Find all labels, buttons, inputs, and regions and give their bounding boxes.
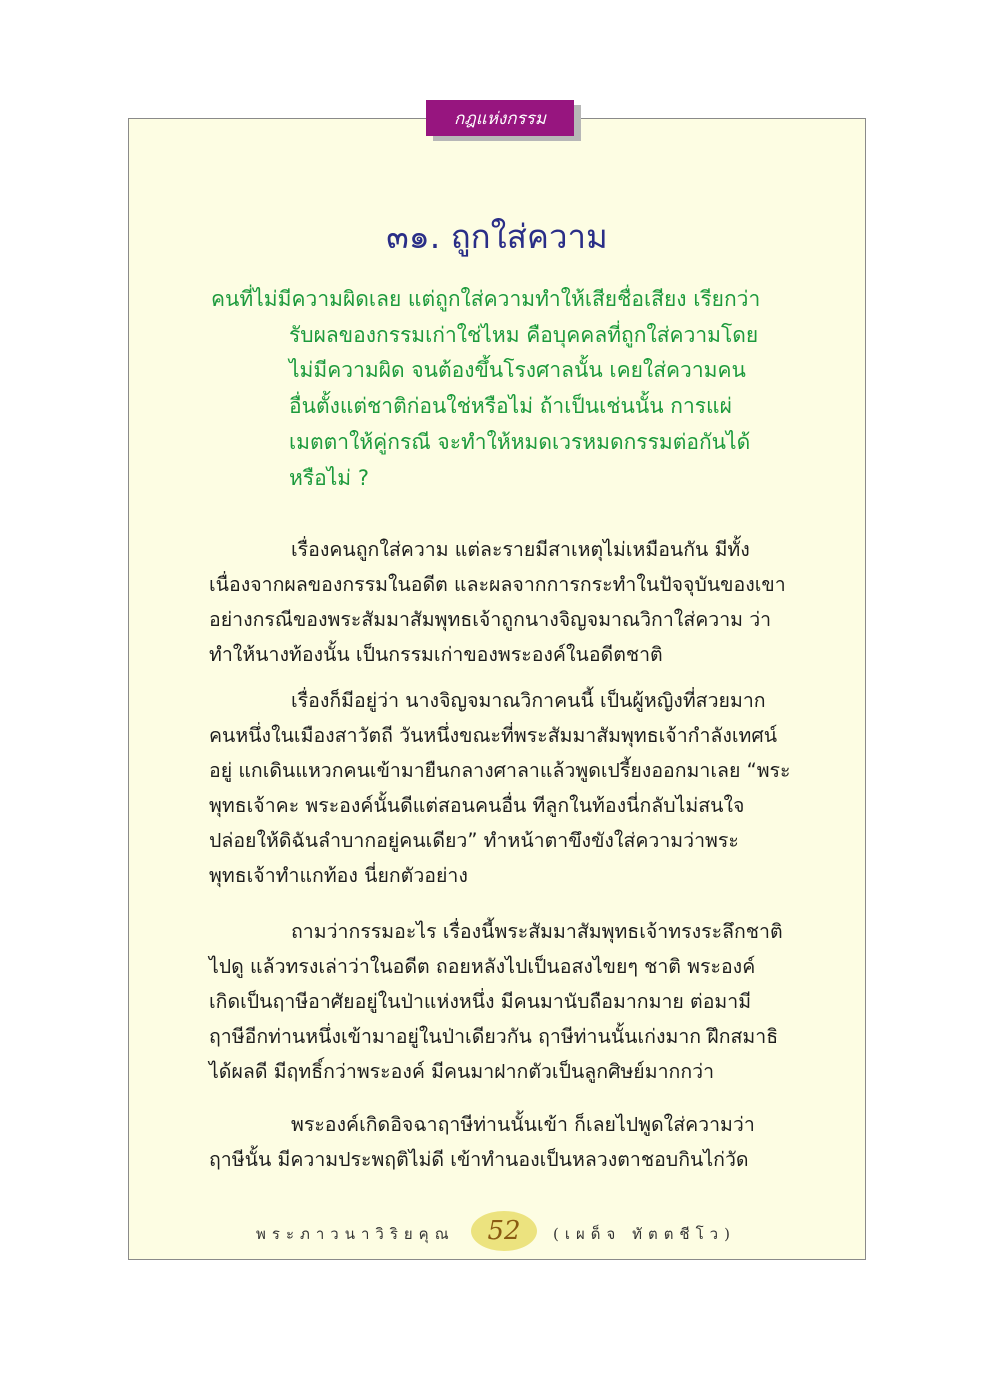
paragraph-4 bbox=[209, 1107, 795, 1177]
paragraph-3 bbox=[209, 914, 795, 1089]
page-number-badge: 52 bbox=[471, 1211, 537, 1251]
text-line: ได้ผลดี มีฤทธิ์กว่าพระองค์ มีคนมาฝากตัวเป็นลูกศิษย์มากกว่า bbox=[209, 1060, 715, 1083]
footer-author: (เผด็จ ทัตตชีโว) bbox=[553, 1225, 736, 1243]
header-tab: กฎแห่งกรรม bbox=[426, 100, 574, 136]
question-line: คนที่ไม่มีความผิดเลย แต่ถูกใส่ความทำให้เสียชื่อเสียง เรียกว่า bbox=[211, 287, 761, 311]
question-line: เมตตาให้คู่กรณี จะทำให้หมดเวรหมดกรรมต่อกันได้ bbox=[289, 429, 751, 454]
text-line: อยู่ แกเดินแหวกคนเข้ามายืนกลางศาลาแล้วพูดเปรี้ยงออกมาเลย “พระ bbox=[209, 759, 791, 782]
text-line: เรื่องก็มีอยู่ว่า นางจิญจมาณวิกาคนนี้ เป็นผู้หญิงที่สวยมาก bbox=[291, 689, 766, 712]
text-line: ฤาษีนั้น มีความประพฤติไม่ดี เข้าทำนองเป็นหลวงตาชอบกินไก่วัด bbox=[209, 1148, 749, 1171]
text-line: เนื่องจากผลของกรรมในอดีต และผลจากการกระทำในปัจจุบันของเขา bbox=[209, 573, 786, 596]
footer-book-title: พระภาวนาวิริยคุณ bbox=[256, 1225, 455, 1243]
paragraph-1 bbox=[209, 532, 795, 672]
text-line: ถามว่ากรรมอะไร เรื่องนี้พระสัมมาสัมพุทธเจ้าทรงระลึกชาติ bbox=[291, 920, 783, 943]
question-block bbox=[211, 282, 796, 496]
text-line: พระองค์เกิดอิจฉาฤาษีท่านนั้นเข้า ก็เลยไปพูดใส่ความว่า bbox=[291, 1113, 755, 1136]
text-line: เรื่องคนถูกใส่ความ แต่ละรายมีสาเหตุไม่เหมือนกัน มีทั้ง bbox=[291, 538, 750, 561]
text-line: อย่างกรณีของพระสัมมาสัมพุทธเจ้าถูกนางจิญจมาณวิกาใส่ความ ว่า bbox=[209, 608, 772, 631]
text-line: พุทธเจ้าทำแกท้อง นี่ยกตัวอย่าง bbox=[209, 864, 468, 887]
text-line: ปล่อยให้ดิฉันลำบากอยู่คนเดียว” ทำหน้าตาขึงขังใส่ความว่าพระ bbox=[209, 829, 739, 852]
text-line: เกิดเป็นฤาษีอาศัยอยู่ในป่าแห่งหนึ่ง มีคนมานับถือมากมาย ต่อมามี bbox=[209, 990, 752, 1013]
text-line: พุทธเจ้าคะ พระองค์นั้นดีแต่สอนคนอื่น ทีลูกในท้องนี่กลับไม่สนใจ bbox=[209, 794, 745, 817]
text-line: คนหนึ่งในเมืองสาวัตถี วันหนึ่งขณะที่พระสัมมาสัมพุทธเจ้ากำลังเทศน์ bbox=[209, 724, 778, 747]
text-line: ทำให้นางท้องนั้น เป็นกรรมเก่าของพระองค์ในอดีตชาติ bbox=[209, 643, 663, 666]
text-line: ฤาษีอีกท่านหนึ่งเข้ามาอยู่ในป่าเดียวกัน ฤาษีท่านนั้นเก่งมาก ฝึกสมาธิ bbox=[209, 1025, 779, 1048]
question-line: อื่นตั้งแต่ชาติก่อนใช่หรือไม่ ถ้าเป็นเช่นนั้น การแผ่ bbox=[289, 394, 732, 419]
question-line: รับผลของกรรมเก่าใช่ไหม คือบุคคลที่ถูกใส่ความโดย bbox=[289, 322, 759, 347]
text-line: ไปดู แล้วทรงเล่าว่าในอดีต ถอยหลังไปเป็นอสงไขยๆ ชาติ พระองค์ bbox=[209, 955, 756, 978]
article-title: ๓๑. ถูกใส่ความ bbox=[386, 217, 608, 256]
paragraph-2 bbox=[209, 683, 795, 893]
question-line: ไม่มีความผิด จนต้องขึ้นโรงศาลนั้น เคยใส่ความคน bbox=[289, 358, 746, 383]
question-line: หรือไม่ ? bbox=[289, 465, 369, 490]
